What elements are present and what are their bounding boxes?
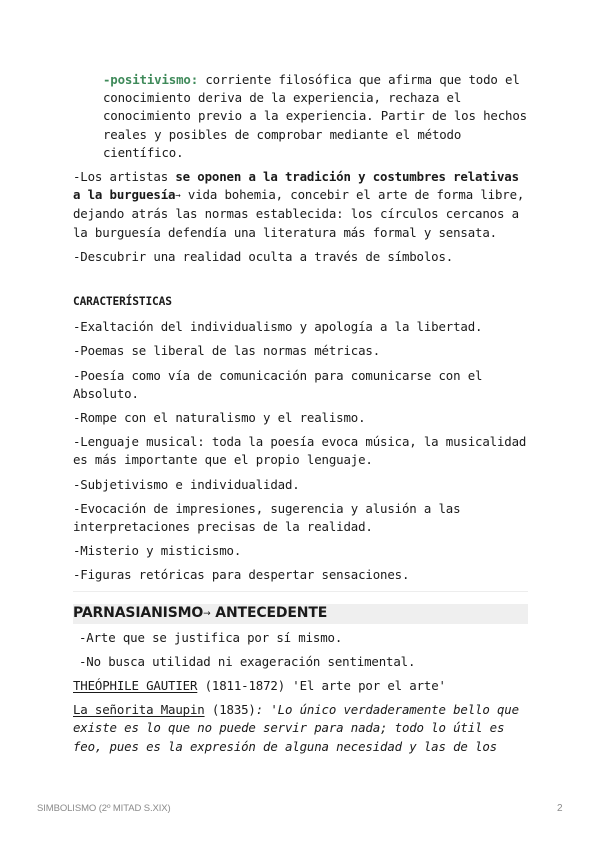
page-content [73, 71, 528, 762]
artists-prefix: -Los artistas [73, 169, 176, 185]
arrow-icon: → [203, 608, 211, 619]
gautier-rest: (1811-1872) 'El arte por el arte' [197, 678, 446, 694]
positivismo-term: -positivismo: [103, 72, 199, 87]
parnasianismo-heading [73, 604, 528, 624]
caracteristica-item: -Misterio y misticismo. [73, 543, 242, 559]
parnasianismo-title-main: PARNASIANISMO [73, 604, 204, 621]
caracteristica-item: -Figuras retóricas para despertar sensaciones. [73, 567, 410, 583]
caracteristica-item: -Rompe con el naturalismo y el realismo. [73, 410, 366, 426]
parnasianismo-item: -Arte que se justifica por sí mismo. [79, 629, 343, 645]
gautier-paragraph [73, 677, 528, 695]
caracteristica-item: -Poemas se liberal de las normas métricas. [73, 343, 381, 359]
caracteristica-item: -Evocación de impresiones, sugerencia y alusión a las interpretaciones precisas de la realidad. [73, 500, 461, 535]
descubrir-paragraph: -Descubrir una realidad oculta a través de símbolos. [73, 248, 454, 264]
artists-rest-text: vida bohemia, concebir el arte de forma libre, dejando atrás las normas establecida: los círculos cercanos a la burguesía defendía una literatura más formal y sensata. [73, 187, 525, 240]
positivismo-definition: corriente filosófica que afirma que todo el conocimiento deriva de la experiencia, rechaza el conocimiento previo a la experiencia. Partir de los hechos reales y posibles de comprobar mediante el método científico. [103, 72, 527, 160]
positivismo-paragraph [73, 71, 528, 162]
caracteristica-item: -Subjetivismo e individualidad. [73, 476, 300, 492]
section-divider [73, 591, 528, 592]
maupin-quote: : 'Lo único verdaderamente bello que existe es lo que no puede servir para nada; todo lo útil es feo, pues es la expresión de alguna necesidad y las de los [73, 702, 519, 754]
caracteristica-item: -Exaltación del individualismo y apología a la libertad. [73, 319, 483, 335]
caracteristicas-heading: CARACTERÍSTICAS [73, 295, 172, 309]
maupin-paragraph [73, 701, 528, 756]
parnasianismo-item: -No busca utilidad ni exageración sentimental. [79, 653, 416, 669]
footer-title: SIMBOLISMO (2º MITAD S.XIX) [37, 803, 171, 814]
maupin-year: (1835) [204, 702, 256, 718]
artists-bold-text: se oponen a la tradición y costumbres relativas a la burguesía [73, 169, 519, 203]
caracteristica-item: -Lenguaje musical: toda la poesía evoca música, la musicalidad es más importante que el propio lenguaje. [73, 434, 527, 468]
parnasianismo-title-rest: ANTECEDENTE [210, 604, 328, 621]
arrow-icon: → [175, 191, 181, 202]
caracteristica-item: -Poesía como vía de comunicación para comunicarse con el Absoluto. [73, 367, 483, 401]
maupin-title: La señorita Maupin [73, 702, 205, 718]
gautier-name: THEÓPHILE GAUTIER [73, 678, 198, 694]
artists-paragraph [73, 168, 528, 242]
page-number: 2 [557, 803, 563, 814]
